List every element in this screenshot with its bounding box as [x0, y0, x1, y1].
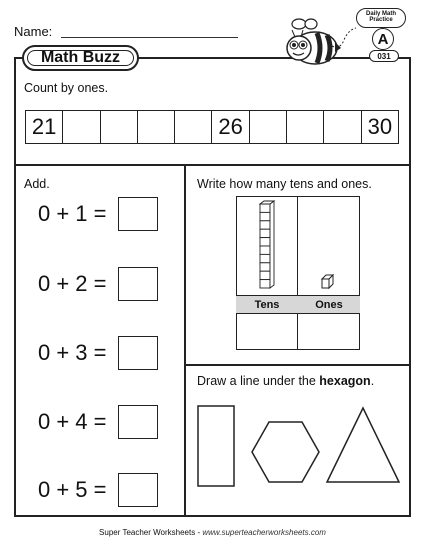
ones-header-label: Ones [315, 298, 343, 311]
answer-box[interactable] [118, 405, 158, 439]
count-cell[interactable] [101, 111, 138, 143]
count-cell[interactable] [175, 111, 212, 143]
flight-path-icon [330, 22, 360, 52]
divider-horizontal-top [14, 164, 411, 166]
hexagon-prompt [197, 374, 374, 388]
footer [0, 528, 425, 537]
name-line[interactable] [61, 37, 238, 38]
equation-row [38, 336, 168, 370]
page-title: Math Buzz [40, 49, 121, 66]
worksheet-number-badge [369, 50, 399, 62]
equation-text: 0 + 1 = [38, 201, 107, 226]
tens-header-label: Tens [254, 298, 280, 311]
answer-box[interactable] [118, 473, 158, 507]
equation-row [38, 197, 168, 231]
tens-answer-cell[interactable] [237, 314, 297, 348]
answer-box[interactable] [118, 197, 158, 231]
name-label: Name: [14, 24, 53, 39]
badge-line1: Daily Math [365, 11, 396, 17]
equation-row [38, 267, 168, 301]
count-cell: 26 [212, 111, 249, 143]
divider-horizontal-right [185, 364, 411, 366]
footer-link[interactable]: www.superteacherworksheets.com [202, 528, 326, 537]
count-cell[interactable] [138, 111, 175, 143]
tens-ones-prompt: Write how many tens and ones. [197, 177, 372, 191]
tens-rod-icon [258, 200, 276, 292]
hexagon-prompt-end: . [370, 374, 375, 388]
equation-text: 0 + 4 = [38, 409, 107, 434]
hexagon-prompt-bold: hexagon [319, 374, 371, 388]
count-cell: 30 [367, 114, 393, 139]
ones-header [298, 295, 360, 314]
level-letter: A [377, 30, 389, 48]
add-prompt: Add. [24, 177, 50, 191]
rod-unit [260, 254, 270, 262]
title-badge [22, 45, 139, 71]
rod-side [270, 201, 274, 288]
count-cell[interactable] [324, 111, 361, 143]
rod-unit [260, 229, 270, 237]
level-badge [372, 28, 394, 50]
badge-line2: Practice [369, 17, 393, 23]
hexagon-shape[interactable] [252, 422, 319, 482]
count-cell[interactable] [63, 111, 100, 143]
ones-cube-icon [320, 274, 336, 290]
tens-header [236, 295, 298, 314]
equation-row [38, 405, 168, 439]
rod-unit [260, 246, 270, 254]
rod-unit [260, 263, 270, 271]
rectangle-shape[interactable] [198, 406, 234, 486]
equation-text: 0 + 5 = [38, 477, 107, 502]
answer-box[interactable] [118, 336, 158, 370]
count-row [25, 110, 399, 144]
tens-ones-divider [297, 196, 298, 350]
divider-vertical [184, 164, 186, 517]
rod-unit [260, 271, 270, 279]
count-prompt: Count by ones. [24, 81, 109, 95]
ones-answer-cell[interactable] [299, 314, 359, 348]
answer-box[interactable] [118, 267, 158, 301]
rod-unit [260, 204, 270, 212]
footer-text: Super Teacher Worksheets - [99, 528, 203, 537]
equation-row [38, 473, 168, 507]
daily-practice-badge [356, 8, 406, 28]
shapes-row [196, 402, 404, 492]
rod-unit [260, 212, 270, 220]
equation-text: 0 + 2 = [38, 271, 107, 296]
equation-text: 0 + 3 = [38, 340, 107, 365]
count-cell[interactable] [250, 111, 287, 143]
count-cell[interactable] [287, 111, 324, 143]
rod-unit [260, 280, 270, 288]
triangle-shape[interactable] [327, 408, 399, 482]
worksheet-number: 031 [377, 51, 391, 61]
count-cell: 21 [26, 111, 63, 143]
rod-unit [260, 238, 270, 246]
rod-unit [260, 221, 270, 229]
hexagon-prompt-text: Draw a line under the [197, 374, 320, 388]
